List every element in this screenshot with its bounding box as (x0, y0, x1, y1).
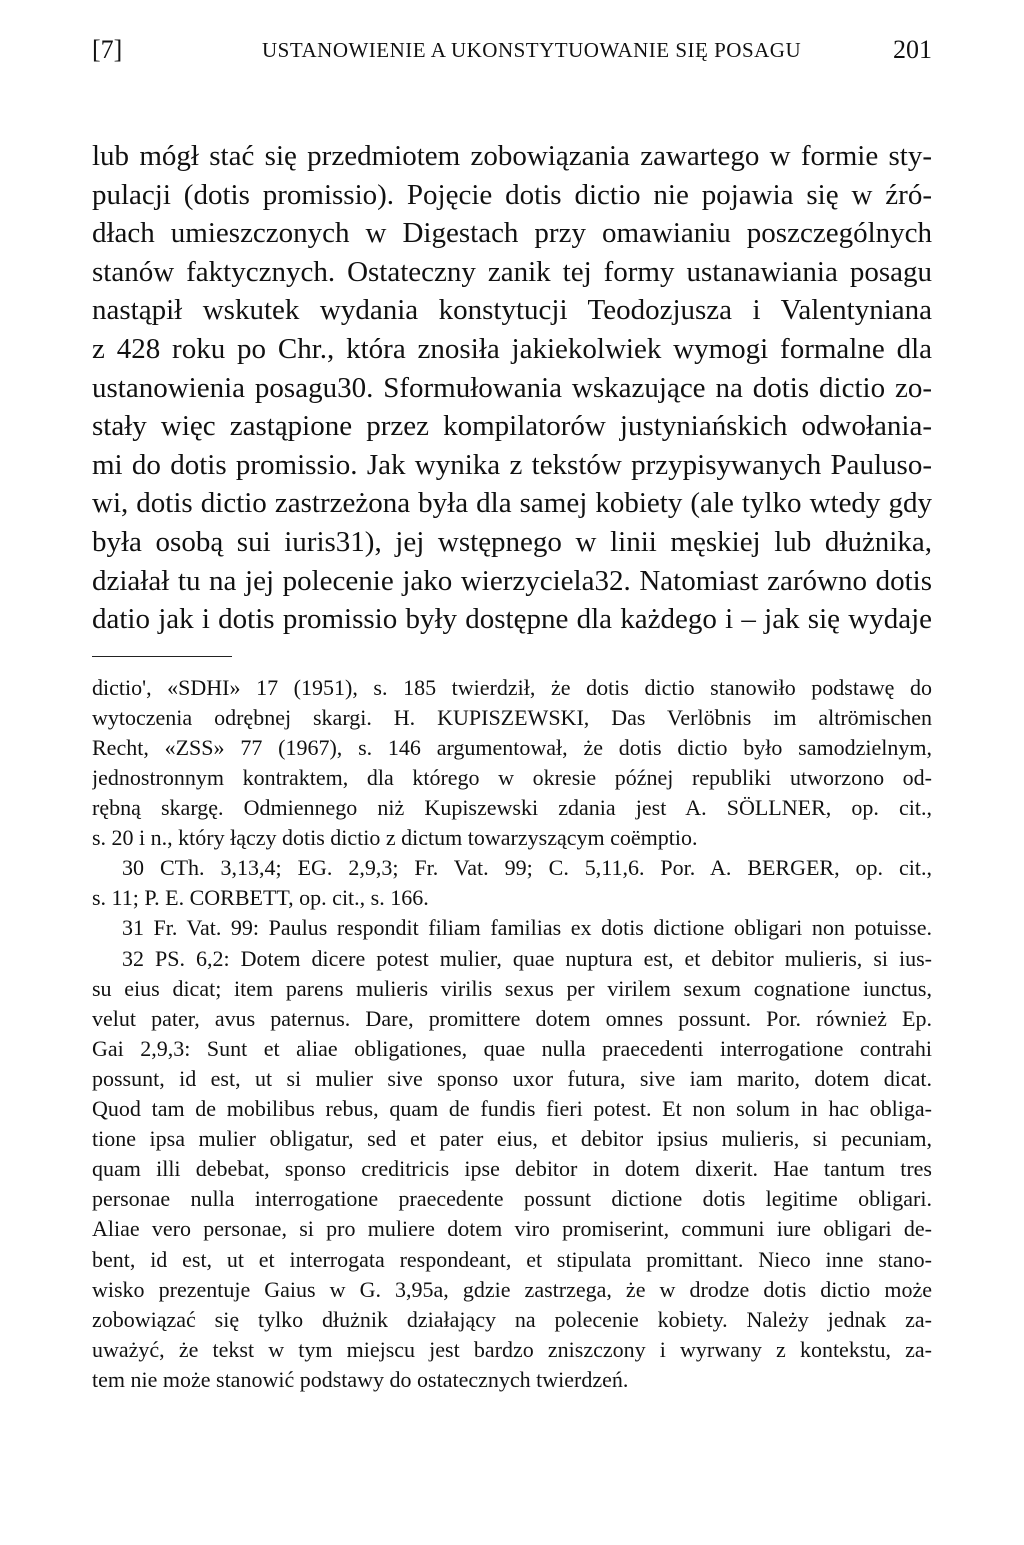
footnote-line: uważyć, że tekst w tym miejscu jest bardzo zniszczony i wyrwany z kontekstu, za- (92, 1336, 932, 1362)
body-line: nastąpił wskutek wydania konstytucji Teodozjusza i Valentyniana (92, 294, 932, 327)
footnote-line: tem nie może stanowić podstawy do ostatecznych twierdzeń. (92, 1366, 629, 1392)
footnote-line: s. 20 i n., który łączy dotis dictio z dictum towarzyszącym coëmptio. (92, 825, 698, 851)
body-line: działał tu na jej polecenie jako wierzyciela32. Natomiast zarówno dotis (92, 564, 932, 597)
footnote-line: rębną skargę. Odmiennego niż Kupiszewski zdania jest A. SÖLLNER, op. cit., (92, 795, 932, 821)
body-line: lub mógł stać się przedmiotem zobowiązania zawartego w formie sty- (92, 140, 932, 172)
footnote-line: s. 11; P. E. CORBETT, op. cit., s. 166. (92, 885, 429, 911)
body-line: mi do dotis promissio. Jak wynika z tekstów przypisywanych Pauluso- (92, 448, 932, 481)
footnote-line: velut pater, avus paternus. Dare, promittere dotem omnes possunt. Por. również Ep. (92, 1005, 932, 1031)
footnote-line: bent, id est, ut et interrogata respondeant, et stipulata promittant. Nieco inne stano- (92, 1246, 932, 1272)
footnote-line: su eius dicat; item parens mulieris virilis sexus per virilem sexum cognatione iunctus, (92, 975, 932, 1001)
body-line: datio jak i dotis promissio były dostępne dla każdego i – jak się wydaje (92, 603, 932, 636)
footnote-line: Recht, «ZSS» 77 (1967), s. 146 argumentował, że dotis dictio było samodzielnym, (92, 734, 932, 760)
footnote-line: tione ipsa mulier obligatur, sed et pater eius, et debitor ipsius mulieris, si pecuniam, (92, 1126, 932, 1152)
running-header (92, 30, 932, 70)
footnote-31: 31 Fr. Vat. 99: Paulus respondit filiam familias ex dotis dictione obligari non potuisse. (122, 915, 932, 941)
footnote-line: wisko prezentuje Gaius w G. 3,95a, gdzie zastrzega, że w drodze dotis dictio może (92, 1276, 932, 1302)
body-line: stanów faktycznych. Ostateczny zanik tej formy ustanawiania posagu (92, 255, 932, 288)
body-line: stały więc zastąpione przez kompilatorów justyniańskich odwołania- (92, 410, 932, 443)
footnote-line: zobowiązać się tylko dłużnik działający na polecenie kobiety. Należy jednak za- (92, 1306, 932, 1332)
footnote-line: possunt, id est, ut si mulier sive sponso uxor futura, sive iam marito, dotem dicat. (92, 1065, 932, 1091)
footnote-30: 30 CTh. 3,13,4; EG. 2,9,3; Fr. Vat. 99; C. 5,11,6. Por. A. BERGER, op. cit., (122, 855, 932, 881)
page-number: 201 (893, 35, 932, 64)
running-title: USTANOWIENIE A UKONSTYTUOWANIE SIĘ POSAGU (262, 38, 802, 62)
body-line: ustanowienia posagu30. Sformułowania wskazujące na dotis dictio zo- (92, 371, 932, 404)
body-line: dłach umieszczonych w Digestach przy omawianiu poszczególnych (92, 217, 932, 250)
chapter-number: [7] (92, 35, 123, 64)
body-line: wi, dotis dictio zastrzeżona była dla samej kobiety (ale tylko wtedy gdy (92, 487, 932, 520)
footnote-line: jednostronnym kontraktem, dla którego w okresie późnej republiki utworzono od- (92, 765, 932, 790)
footnote-line: Gai 2,9,3: Sunt et aliae obligationes, quae nulla praecedenti interrogatione contrahi (92, 1035, 932, 1061)
main-text (92, 137, 932, 639)
footnote-separator (92, 656, 232, 657)
footnote-line: wytoczenia odrębnej skargi. H. KUPISZEWSKI, Das Verlöbnis im altrömischen (92, 704, 932, 730)
footnote-line: dictio', «SDHI» 17 (1951), s. 185 twierdził, że dotis dictio stanowiło podstawę do (92, 674, 932, 700)
body-line: pulacji (dotis promissio). Pojęcie dotis dictio nie pojawia się w źró- (92, 178, 932, 211)
footnotes (92, 673, 932, 1395)
footnote-line: quam illi debebat, sponso creditricis ipse debitor in dotem dixerit. Hae tantum tres (92, 1156, 932, 1182)
footnote-line: Aliae vero personae, si pro muliere dotem viro promiserint, communi iure obligari de- (92, 1216, 932, 1242)
footnote-line: Quod tam de mobilibus rebus, quam de fundis fieri potest. Et non solum in hac obliga- (92, 1096, 932, 1122)
body-line: z 428 roku po Chr., która znosiła jakiekolwiek wymogi formalne dla (92, 332, 932, 365)
footnote-line: personae nulla interrogatione praecedente possunt dictione dotis legitime obligari. (92, 1186, 932, 1212)
footnote-32: 32 PS. 6,2: Dotem dicere potest mulier, quae nuptura est, et debitor mulieris, si ius- (122, 945, 932, 971)
body-line: była osobą sui iuris31), jej wstępnego w linii męskiej lub dłużnika, (92, 525, 932, 558)
